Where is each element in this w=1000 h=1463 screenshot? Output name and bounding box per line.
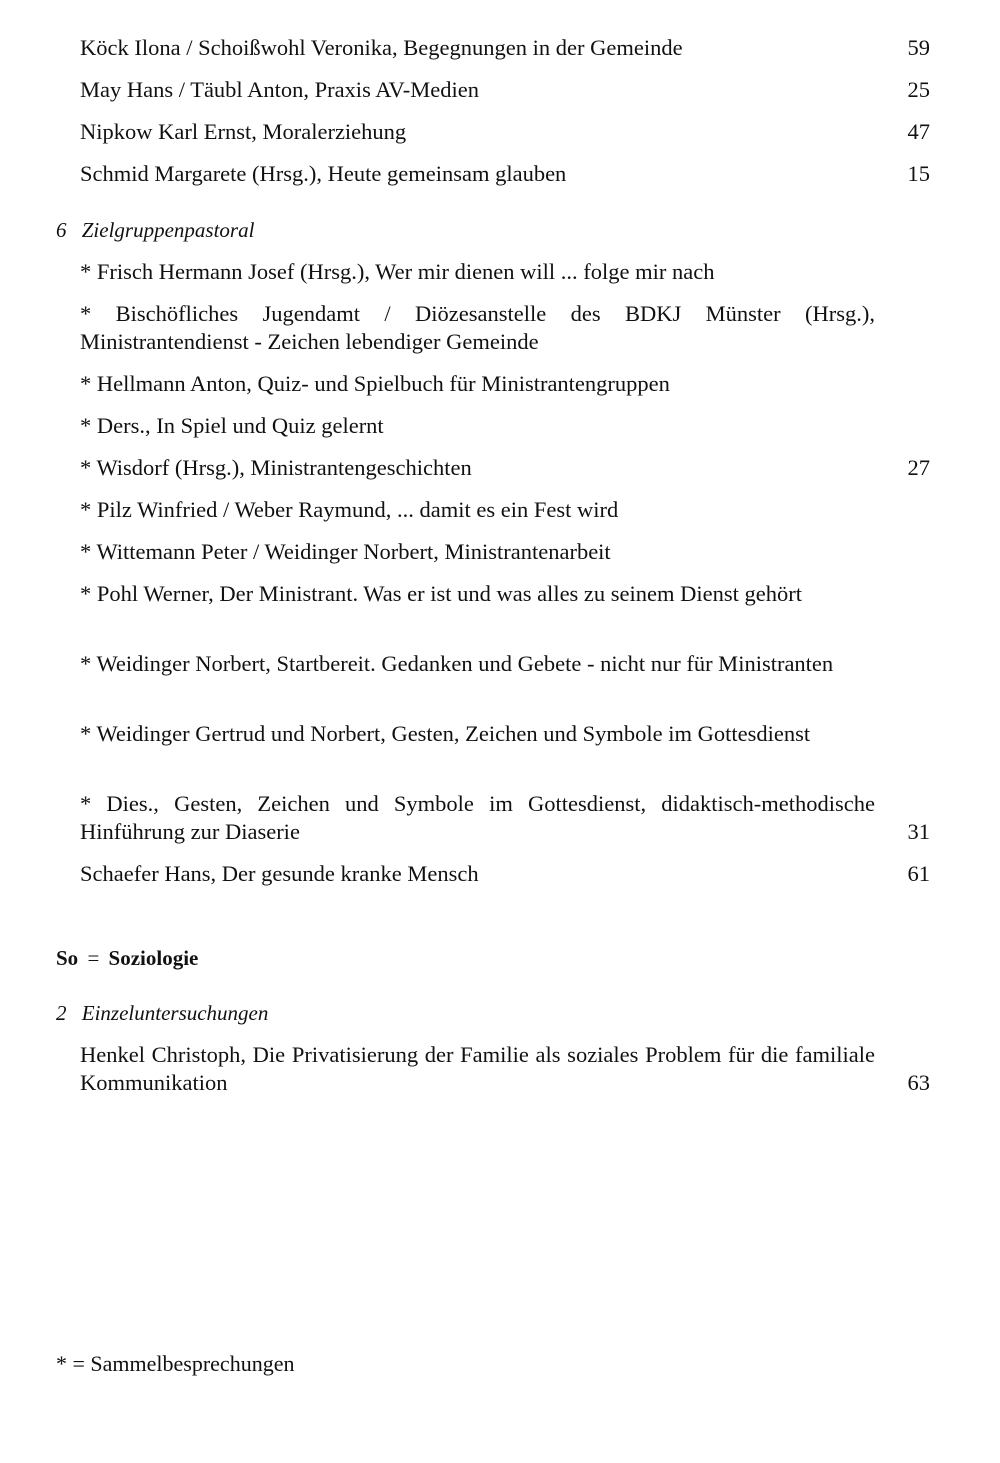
index-entry [80, 34, 930, 62]
index-entry [80, 860, 930, 888]
index-entry [80, 1041, 930, 1097]
section-title: Einzeluntersuchungen [81, 1001, 269, 1025]
category-name: Soziologie [108, 946, 199, 970]
entry-page-number: 31 [907, 819, 930, 844]
section-number: 2 [56, 1001, 67, 1025]
section-title: Zielgruppenpastoral [81, 218, 255, 242]
entry-text: Schmid Margarete (Hrsg.), Heute gemeinsam glauben [80, 161, 567, 186]
entry-text: * Weidinger Norbert, Startbereit. Gedanken und Gebete - nicht nur für Ministranten [80, 651, 834, 676]
section-number: 6 [56, 218, 67, 242]
entry-page-number: 15 [907, 161, 930, 186]
index-entry [80, 300, 930, 356]
index-entry [80, 496, 930, 524]
entry-page-number: 47 [907, 119, 930, 144]
entry-text: * Wisdorf (Hrsg.), Ministrantengeschichten [80, 455, 472, 480]
entry-page-number: 61 [907, 861, 930, 886]
entry-page-number: 25 [907, 77, 930, 102]
section-heading [56, 216, 254, 244]
entry-page-number: 27 [907, 455, 930, 480]
footnote: * = Sammelbesprechungen [56, 1351, 295, 1376]
category-heading [56, 944, 198, 972]
index-entry [80, 580, 930, 608]
category-abbreviation: So [56, 946, 79, 970]
entry-text: * Weidinger Gertrud und Norbert, Gesten, Zeichen und Symbole im Gottesdienst [80, 721, 811, 746]
entry-text: Köck Ilona / Schoißwohl Veronika, Begegnungen in der Gemeinde [80, 35, 683, 60]
entry-text: * Wittemann Peter / Weidinger Norbert, Ministrantenarbeit [80, 539, 611, 564]
entry-page-number: 63 [907, 1070, 930, 1095]
index-entry [80, 650, 930, 678]
section-heading [56, 999, 268, 1027]
entry-text: * Frisch Hermann Josef (Hrsg.), Wer mir dienen will ... folge mir nach [80, 259, 715, 284]
index-entry [80, 412, 930, 440]
entry-text: Henkel Christoph, Die Privatisierung der Familie als soziales Problem für die familiale Kommunikation [80, 1042, 875, 1095]
index-entry [80, 454, 930, 482]
index-entry [80, 160, 930, 188]
index-entry [80, 790, 930, 846]
entry-page-number: 59 [907, 35, 930, 60]
category-separator: = [87, 946, 100, 970]
entry-text: * Ders., In Spiel und Quiz gelernt [80, 413, 384, 438]
index-entry [80, 118, 930, 146]
index-entry [80, 370, 930, 398]
entry-text: Nipkow Karl Ernst, Moralerziehung [80, 119, 407, 144]
entry-text: * Bischöfliches Jugendamt / Diözesanstelle des BDKJ Münster (Hrsg.), Ministrantendienst - Zeichen lebendiger Gemeinde [80, 301, 875, 354]
index-entry [80, 538, 930, 566]
entry-text: * Hellmann Anton, Quiz- und Spielbuch für Ministrantengruppen [80, 371, 670, 396]
entry-text: May Hans / Täubl Anton, Praxis AV-Medien [80, 77, 479, 102]
entry-text: * Pilz Winfried / Weber Raymund, ... damit es ein Fest wird [80, 497, 619, 522]
entry-text: * Pohl Werner, Der Ministrant. Was er ist und was alles zu seinem Dienst gehört [80, 581, 802, 606]
index-entry [80, 258, 930, 286]
index-entry [80, 76, 930, 104]
entry-text: Schaefer Hans, Der gesunde kranke Mensch [80, 861, 479, 886]
entry-text: * Dies., Gesten, Zeichen und Symbole im Gottesdienst, didaktisch-methodische Hinführung zur Diaserie [80, 791, 875, 844]
index-entry [80, 720, 930, 748]
